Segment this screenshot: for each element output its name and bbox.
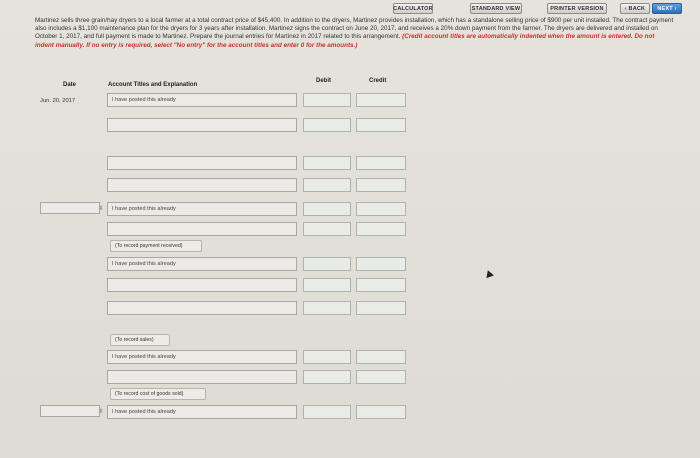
credit-field[interactable] xyxy=(356,202,406,216)
credit-field[interactable] xyxy=(356,156,406,170)
debit-field[interactable] xyxy=(303,178,351,192)
account-field[interactable]: I have posted this already xyxy=(107,93,297,107)
debit-field[interactable] xyxy=(303,257,351,271)
account-field[interactable]: I have posted this already xyxy=(107,350,297,364)
printer-version-button[interactable]: PRINTER VERSION xyxy=(547,3,607,14)
debit-field[interactable] xyxy=(303,350,351,364)
credit-field[interactable] xyxy=(356,178,406,192)
debit-field[interactable] xyxy=(303,202,351,216)
credit-field[interactable] xyxy=(356,350,406,364)
account-field[interactable] xyxy=(107,178,297,192)
debit-field[interactable] xyxy=(303,118,351,132)
account-field[interactable] xyxy=(107,222,297,236)
explanation-note[interactable]: (To record cost of goods sold) xyxy=(110,388,206,400)
account-field[interactable] xyxy=(107,156,297,170)
header-date: Date xyxy=(63,82,77,88)
explanation-note[interactable]: (To record payment received) xyxy=(110,240,202,252)
header-account: Account Titles and Explanation xyxy=(108,82,198,88)
account-field[interactable] xyxy=(107,278,297,292)
header-credit: Credit xyxy=(369,78,387,84)
credit-field[interactable] xyxy=(356,118,406,132)
account-field[interactable] xyxy=(107,370,297,384)
credit-field[interactable] xyxy=(356,405,406,419)
debit-field[interactable] xyxy=(303,370,351,384)
standard-view-button[interactable]: STANDARD VIEW xyxy=(470,3,522,14)
calculator-button[interactable]: CALCULATOR xyxy=(393,3,433,14)
debit-field[interactable] xyxy=(303,405,351,419)
debit-field[interactable] xyxy=(303,93,351,107)
explanation-note[interactable]: (To record sales) xyxy=(110,334,170,346)
back-button[interactable]: ‹ BACK xyxy=(620,3,650,14)
date-select[interactable] xyxy=(40,405,100,417)
problem-text: Martinez sells three grain/hay dryers to a local farmer at a total contract price of $45,400. In addition to the dryers, Martinez provides installation, which has a standalone selling price of $900 per unit installed. The contract payment also includes a $1,100 maintenance plan for the dryers for 3 years after installation. Martinez signs the contract on June 20, 2017, and receives a 20% down payment from the farmer. The dryers are delivered and installed on October 1, 2017, and full payment is made to Martinez. Prepare the journal entries for Martinez in 2017 related to this arrangement. xyxy=(35,17,674,41)
date-select[interactable] xyxy=(40,202,100,214)
next-button[interactable]: NEXT › xyxy=(652,3,682,14)
mouse-pointer-icon xyxy=(484,269,494,278)
credit-field[interactable] xyxy=(356,93,406,107)
debit-field[interactable] xyxy=(303,156,351,170)
account-field[interactable]: I have posted this already xyxy=(107,202,297,216)
entry-date: Jun. 20, 2017 xyxy=(40,98,76,104)
credit-field[interactable] xyxy=(356,301,406,315)
debit-field[interactable] xyxy=(303,301,351,315)
updown-arrows-icon[interactable]: ⇳ xyxy=(98,205,104,212)
account-field[interactable] xyxy=(107,301,297,315)
problem-instruction: (Credit account titles are automatically indented when the amount is entered. Do not indent manually. If no entry is required, select "No entry" for the account titles and enter 0 for the amounts.) xyxy=(35,33,655,49)
updown-arrows-icon[interactable]: ⇳ xyxy=(98,408,104,415)
debit-field[interactable] xyxy=(303,222,351,236)
credit-field[interactable] xyxy=(356,370,406,384)
account-field[interactable]: I have posted this already xyxy=(107,405,297,419)
account-field[interactable] xyxy=(107,118,297,132)
credit-field[interactable] xyxy=(356,257,406,271)
header-debit: Debit xyxy=(316,78,331,84)
account-field[interactable]: I have posted this already xyxy=(107,257,297,271)
credit-field[interactable] xyxy=(356,222,406,236)
credit-field[interactable] xyxy=(356,278,406,292)
debit-field[interactable] xyxy=(303,278,351,292)
problem-statement xyxy=(35,17,675,50)
